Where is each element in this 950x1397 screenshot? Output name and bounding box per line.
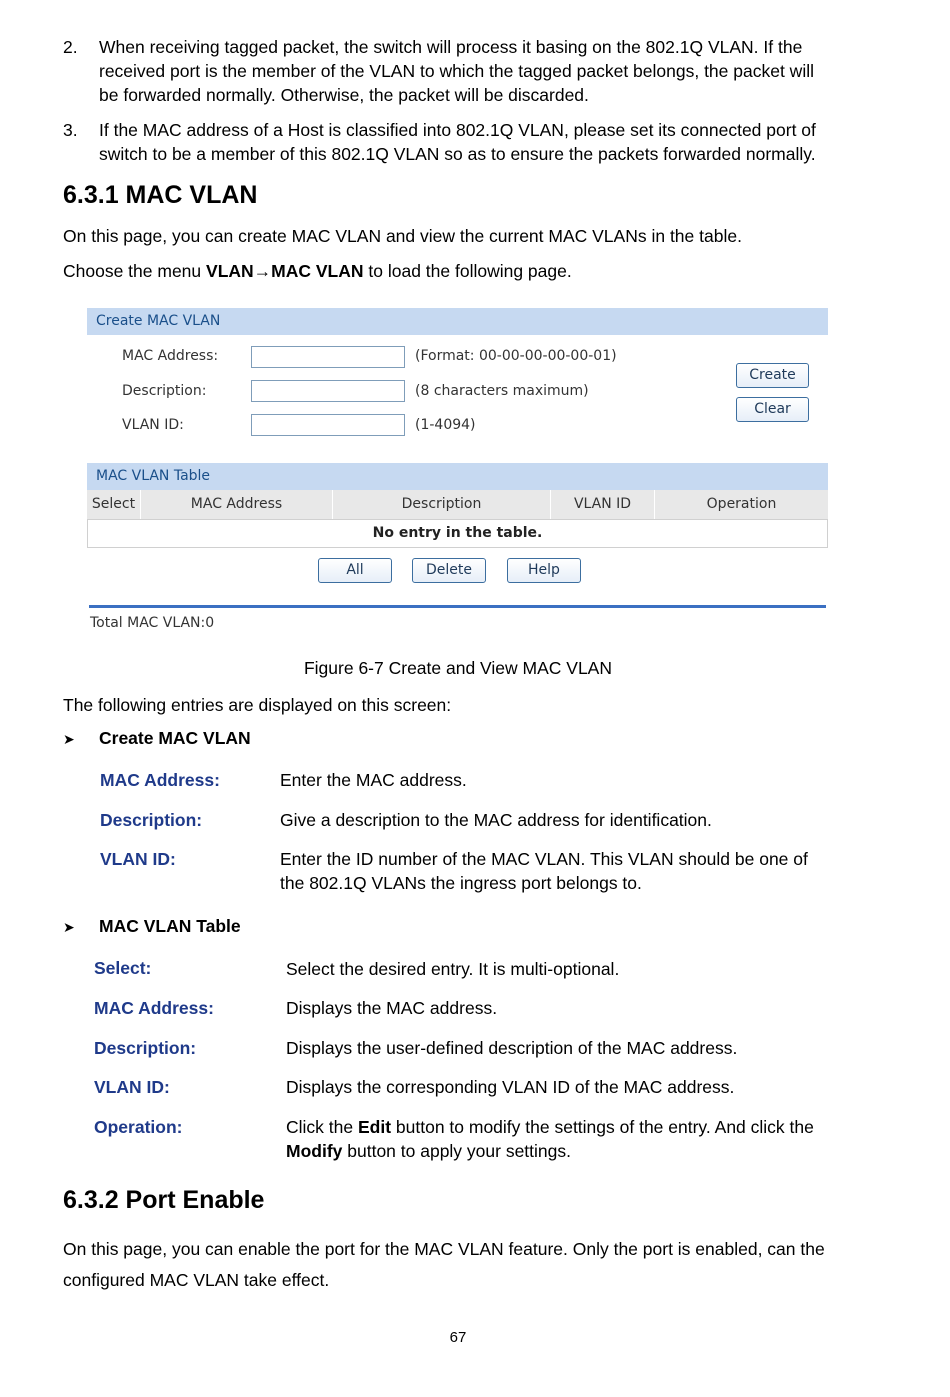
vlan-id-input[interactable] [251,414,405,436]
mac-address-input[interactable] [251,346,405,368]
bullet-arrow-icon: ➤ [63,731,75,747]
divider-line [89,605,826,608]
section-intro: On this page, you can create MAC VLAN and view the current MAC VLANs in the table. [63,226,742,246]
total-count: Total MAC VLAN:0 [90,615,215,631]
term-table-vlan-id: VLAN ID: [94,1077,170,1097]
create-section-title: Create MAC VLAN [99,728,251,748]
table-panel-title: MAC VLAN Table [87,463,828,490]
help-button[interactable]: Help [507,558,581,583]
list-item-2-line2: received port is the member of the VLAN to which the tagged packet belongs, the packet will [99,61,814,81]
list-item-3-line1: If the MAC address of a Host is classified into 802.1Q VLAN, please set its connected port of [99,120,816,140]
list-item-2-line1: When receiving tagged packet, the switch will process it basing on the 802.1Q VLAN. If the [99,37,803,57]
bullet-arrow-icon: ➤ [63,919,75,935]
def-description: Give a description to the MAC address for identification. [280,810,712,830]
def-operation-part: Click the [286,1117,358,1137]
list-item-3 [99,118,859,166]
mac-address-label: MAC Address: [122,348,219,364]
term-description: Description: [100,810,203,830]
list-number-3: 3. [63,120,78,140]
term-select: Select: [94,958,152,978]
def-vlan-id [280,847,860,895]
page-number: 67 [449,1329,467,1346]
menu-instruction [63,259,863,283]
table-empty-row: No entry in the table. [87,519,828,548]
list-number-2: 2. [63,37,78,57]
section-heading-mac-vlan: 6.3.1 MAC VLAN [63,181,258,209]
description-input[interactable] [251,380,405,402]
column-header-select: Select [87,490,141,519]
port-enable-intro [63,1234,863,1296]
delete-button[interactable]: Delete [412,558,486,583]
mac-address-hint: (Format: 00-00-00-00-00-01) [415,348,617,364]
edit-keyword: Edit [357,1117,392,1137]
def-operation [286,1115,861,1163]
figure-screenshot [87,308,829,638]
list-item-2-line3: be forwarded normally. Otherwise, the packet will be discarded. [99,85,589,105]
def-operation-line2 [286,1139,861,1163]
menu-suffix: to load the following page. [363,261,572,281]
def-select: Select the desired entry. It is multi-optional. [286,959,620,979]
table-header [87,490,828,519]
term-vlan-id: VLAN ID: [100,849,176,869]
menu-path: VLAN→MAC VLAN [206,261,364,281]
def-vlan-id-line1: Enter the ID number of the MAC VLAN. This VLAN should be one of [280,849,808,869]
list-item-2 [99,35,859,107]
create-button[interactable]: Create [736,363,809,388]
term-table-mac-address: MAC Address: [94,998,214,1018]
column-header-description: Description [333,490,551,519]
term-operation: Operation: [94,1117,183,1137]
def-operation-line1 [286,1115,861,1139]
term-mac-address: MAC Address: [100,770,220,790]
clear-button[interactable]: Clear [736,397,809,422]
vlan-id-label: VLAN ID: [122,417,184,433]
table-section-title: MAC VLAN Table [99,916,241,936]
column-header-vlan-id: VLAN ID [551,490,655,519]
list-item-3-line2: switch to be a member of this 802.1Q VLAN so as to ensure the packets forwarded normally. [99,144,816,164]
def-table-vlan-id: Displays the corresponding VLAN ID of the MAC address. [286,1077,735,1097]
def-operation-part: button to apply your settings. [342,1141,572,1161]
def-operation-part: button to modify the settings of the entry. And click the [391,1117,814,1137]
menu-prefix: Choose the menu [63,261,207,281]
figure-caption: Figure 6-7 Create and View MAC VLAN [303,658,612,678]
all-button[interactable]: All [318,558,392,583]
description-hint: (8 characters maximum) [415,383,589,399]
create-panel-title: Create MAC VLAN [87,308,828,335]
column-header-operation: Operation [706,496,777,512]
def-mac-address: Enter the MAC address. [280,770,467,790]
modify-keyword: Modify [286,1141,343,1161]
term-table-description: Description: [94,1038,197,1058]
description-label: Description: [122,383,207,399]
section-heading-port-enable: 6.3.2 Port Enable [63,1186,265,1214]
def-table-description: Displays the user-defined description of the MAC address. [286,1038,738,1058]
def-table-mac-address: Displays the MAC address. [286,998,498,1018]
column-header-mac-address: MAC Address [141,490,333,519]
port-enable-line2: configured MAC VLAN take effect. [63,1270,330,1290]
entries-intro: The following entries are displayed on this screen: [63,695,452,715]
def-vlan-id-line2: the 802.1Q VLANs the ingress port belongs to. [280,873,642,893]
port-enable-line1: On this page, you can enable the port for the MAC VLAN feature. Only the port is enabled, can the [63,1239,825,1259]
vlan-id-hint: (1-4094) [415,417,476,433]
